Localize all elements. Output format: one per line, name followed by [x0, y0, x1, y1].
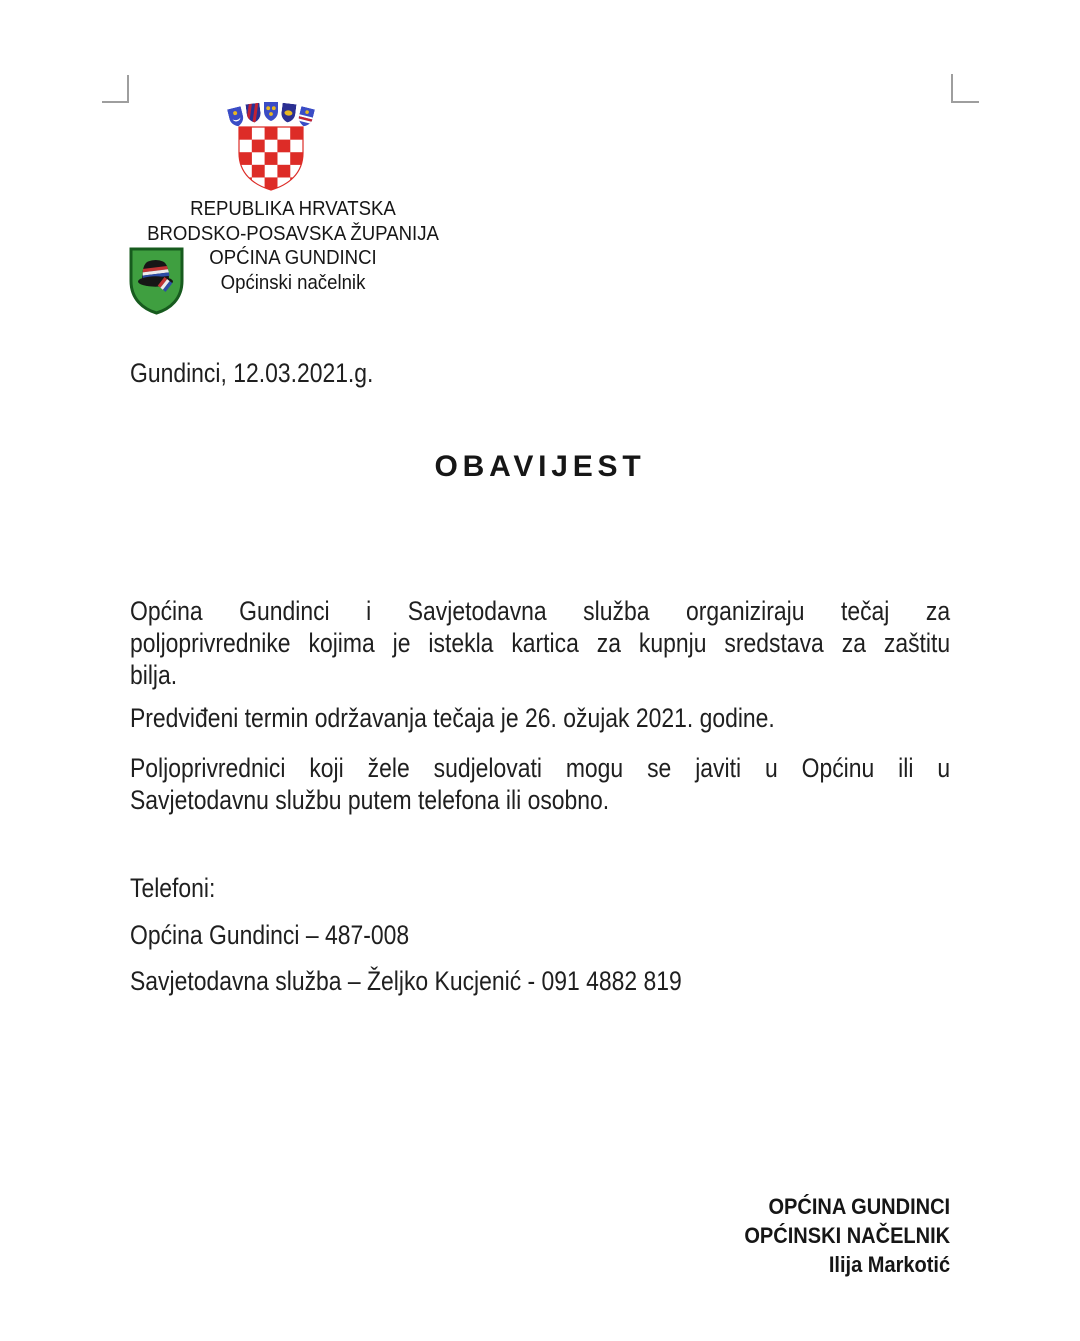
croatia-coat-of-arms-icon	[227, 101, 315, 192]
letterhead-line-mayor-office: Općinski načelnik	[220, 272, 366, 295]
paragraph-1-line: Općina Gundinci i Savjetodavna služba organiziraju tečaj za	[130, 596, 951, 626]
letterhead-line-county: BRODSKO-POSAVSKA ŽUPANIJA	[147, 222, 439, 245]
margin-corner-mark-left	[102, 75, 129, 103]
signature-name: Ilija Markotić	[828, 1252, 950, 1277]
paragraph-1-line: poljoprivrednike kojima je istekla kartica za kupnju sredstava za zaštitu	[130, 628, 951, 658]
letterhead-line-republic: REPUBLIKA HRVATSKA	[190, 198, 396, 220]
margin-corner-mark-right	[951, 74, 979, 103]
gundinci-coat-of-arms-icon	[127, 246, 186, 315]
paragraph-3-line: Savjetodavnu službu putem telefona ili osobno.	[130, 785, 610, 815]
paragraph-1	[130, 595, 950, 691]
paragraph-3-line: Poljoprivrednici koji žele sudjelovati mogu se javiti u Općinu ili u	[130, 753, 951, 783]
crown-shield-dubrovnik	[243, 101, 262, 127]
paragraph-2-line: Predviđeni termin održavanja tečaja je 26. ožujak 2021. godine.	[130, 703, 775, 733]
notice-title: OBAVIJEST	[434, 450, 646, 483]
paragraph-1-line: bilja.	[130, 660, 178, 690]
signature-role: OPĆINSKI NAČELNIK	[744, 1223, 950, 1248]
crown-shield-istria	[280, 103, 296, 124]
phone-line-municipality: Općina Gundinci – 487-008	[130, 920, 410, 950]
date-line: Gundinci, 12.03.2021.g.	[130, 358, 374, 388]
phones-heading: Telefoni:	[130, 873, 216, 903]
signature-block	[744, 1192, 950, 1279]
paragraph-3	[130, 752, 950, 816]
crown-shield-dalmatia	[264, 102, 278, 121]
phone-line-advisory-service: Savjetodavna služba – Željko Kucjenić - 091 4882 819	[130, 966, 682, 996]
letterhead-line-municipality: OPĆINA GUNDINCI	[209, 247, 377, 270]
crown-shield-slavonia	[297, 106, 315, 128]
signature-org: OPĆINA GUNDINCI	[768, 1194, 950, 1219]
crown-shield-croatia	[227, 106, 245, 128]
paragraph-2	[130, 702, 950, 734]
checkerboard-shield	[239, 127, 303, 191]
